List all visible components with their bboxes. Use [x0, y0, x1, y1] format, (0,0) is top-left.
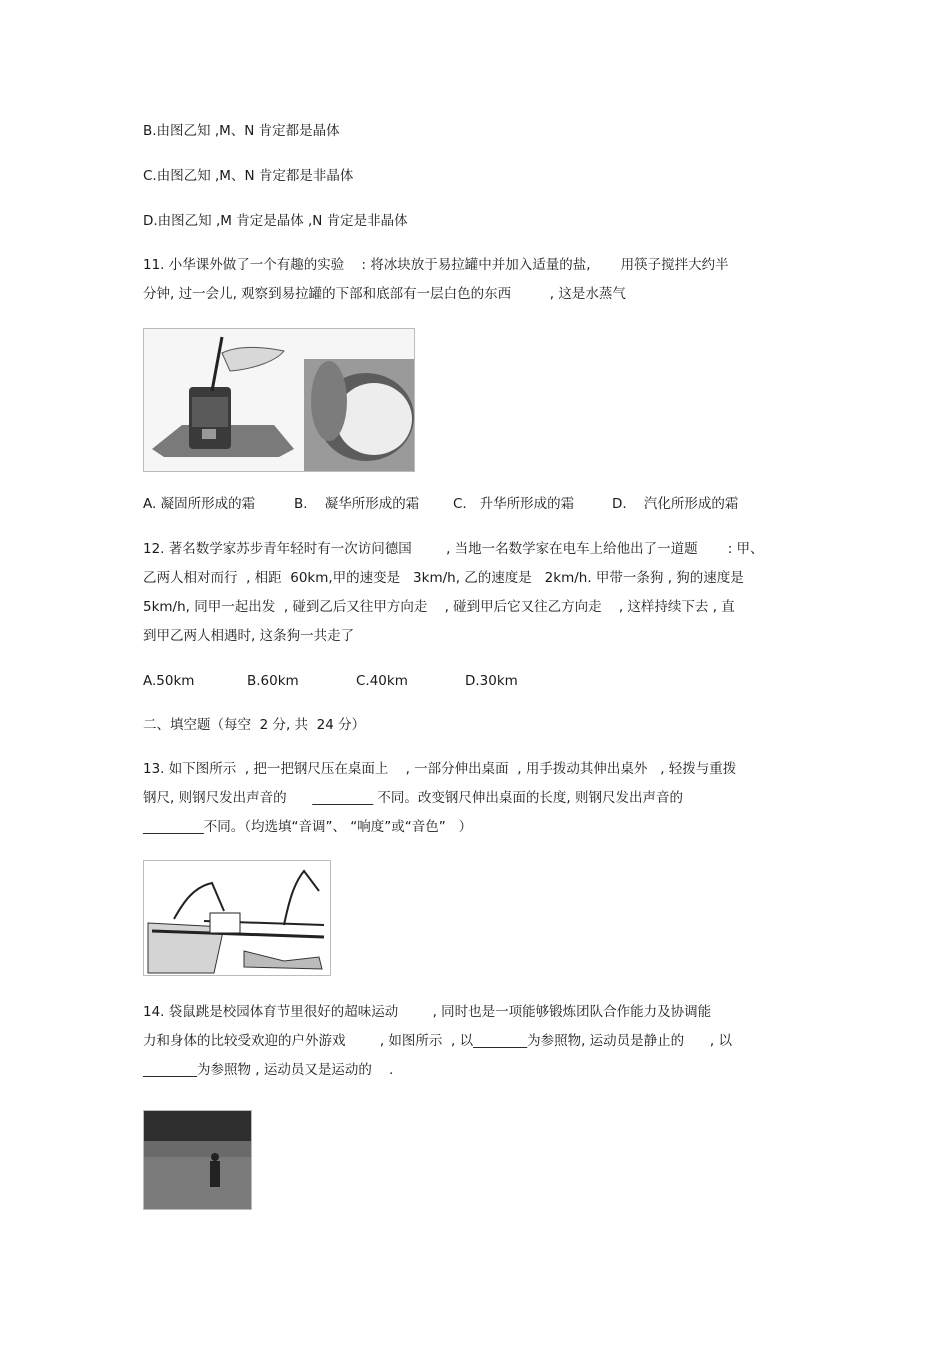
q12-text-line1: 12. 著名数学家苏步青年轻时有一次访问德国 , 当地一名数学家在电车上给他出了一道题 : 甲、	[143, 541, 764, 557]
q11-option-b: B. 凝华所形成的霜	[294, 496, 420, 512]
q13-figure	[143, 860, 331, 976]
q13-text-line3: _________不同。（均选填“音调”、 “响度”或“音色” ）	[143, 819, 473, 835]
q11-text-line2: 分钟, 过一会儿, 观察到易拉罐的下部和底部有一层白色的东西 , 这是水蒸气	[143, 286, 626, 302]
q13-text-line1: 13. 如下图所示 , 把一把钢尺压在桌面上 , 一部分伸出桌面 , 用手拨动其伸出桌外 , 轻拨与重拨	[143, 761, 737, 777]
q11-option-a: A. 凝固所形成的霜	[143, 496, 256, 512]
q10-option-d: D.由图乙知 ,M 肯定是晶体 ,N 肯定是非晶体	[143, 213, 408, 229]
q11-can-illustration	[144, 329, 414, 471]
q12-option-d: D.30km	[465, 673, 518, 689]
q12-option-b: B.60km	[247, 673, 299, 689]
q14-text-line2: 力和身体的比较受欢迎的户外游戏 , 如图所示 , 以________为参照物, 运动员是静止的 , 以	[143, 1033, 732, 1049]
q11-figure	[143, 328, 415, 472]
q11-text-line1: 11. 小华课外做了一个有趣的实验 : 将冰块放于易拉罐中并加入适量的盐, 用筷子搅拌大约半	[143, 257, 729, 273]
section-2-heading: 二、填空题（每空 2 分, 共 24 分）	[143, 717, 366, 733]
q13-ruler-illustration	[144, 861, 330, 975]
q11-option-c: C. 升华所形成的霜	[453, 496, 575, 512]
q11-option-d: D. 汽化所形成的霜	[612, 496, 739, 512]
q10-option-b: B.由图乙知 ,M、N 肯定都是晶体	[143, 123, 340, 139]
q13-text-line2: 钢尺, 则钢尺发出声音的 _________ 不同。改变钢尺伸出桌面的长度, 则钢尺发出声音的	[143, 790, 683, 806]
q14-figure	[143, 1110, 252, 1210]
q14-sack-race-photo	[144, 1111, 251, 1209]
q12-text-line2: 乙两人相对而行 , 相距 60km,甲的速变是 3km/h, 乙的速度是 2km/h. 甲带一条狗 , 狗的速度是	[143, 570, 744, 586]
q14-text-line1: 14. 袋鼠跳是校园体育节里很好的超味运动 , 同时也是一项能够锻炼团队合作能力及协调能	[143, 1004, 712, 1020]
q14-text-line3: ________为参照物 , 运动员又是运动的 .	[143, 1062, 394, 1078]
q12-option-a: A.50km	[143, 673, 195, 689]
q10-option-c: C.由图乙知 ,M、N 肯定都是非晶体	[143, 168, 354, 184]
q12-option-c: C.40km	[356, 673, 408, 689]
q12-text-line4: 到甲乙两人相遇时, 这条狗一共走了	[143, 628, 355, 644]
q12-text-line3: 5km/h, 同甲一起出发 , 碰到乙后又往甲方向走 , 碰到甲后它又往乙方向走 , 这样持续下去 , 直	[143, 599, 735, 615]
